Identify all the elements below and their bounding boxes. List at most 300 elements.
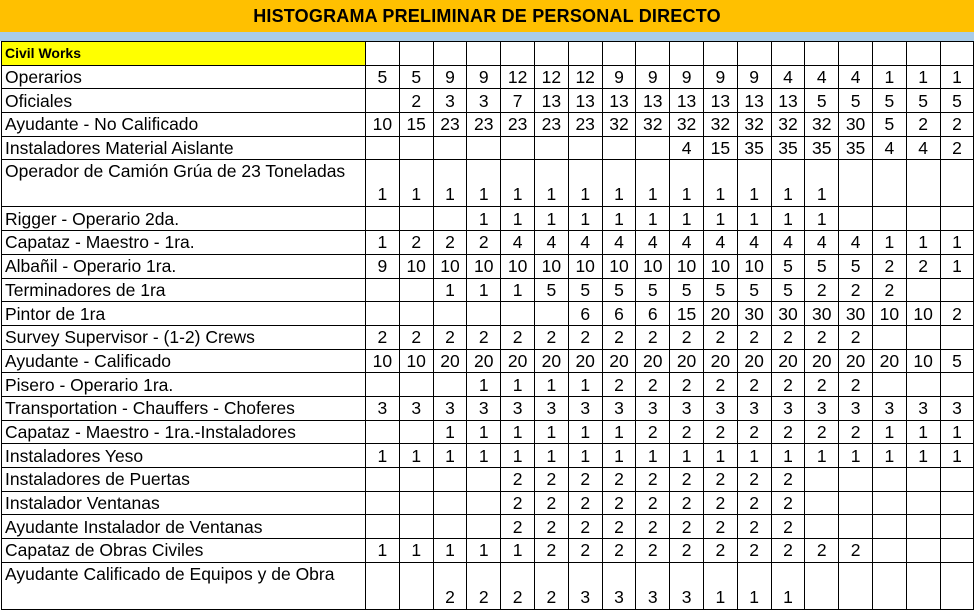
table-cell — [399, 42, 433, 66]
table-row — [2, 325, 974, 349]
table-cell: 2 — [501, 325, 535, 349]
table-cell — [872, 42, 906, 66]
table-cell: 1 — [467, 373, 501, 397]
table-cell: 2 — [467, 231, 501, 255]
table-row — [2, 396, 974, 420]
table-cell: 1 — [433, 278, 467, 302]
table-cell: 32 — [703, 113, 737, 137]
table-cell — [940, 373, 974, 397]
table-cell: 2 — [805, 278, 839, 302]
table-cell: 1 — [737, 160, 771, 207]
table-cell: 1 — [805, 160, 839, 207]
table-cell: 30 — [839, 113, 873, 137]
table-cell: 20 — [805, 349, 839, 373]
table-cell: 3 — [636, 562, 670, 609]
table-cell: 2 — [399, 231, 433, 255]
table-cell: 3 — [872, 396, 906, 420]
table-cell: 2 — [839, 278, 873, 302]
table-cell: 2 — [771, 373, 805, 397]
table-cell: 1 — [906, 420, 940, 444]
table-cell: 2 — [906, 254, 940, 278]
table-cell: 30 — [737, 302, 771, 326]
table-cell — [568, 136, 602, 160]
table-cell: 3 — [501, 396, 535, 420]
table-cell: 30 — [805, 302, 839, 326]
table-cell — [872, 325, 906, 349]
table-cell: 1 — [703, 444, 737, 468]
table-cell — [906, 515, 940, 539]
table-cell — [467, 136, 501, 160]
table-cell: 1 — [467, 420, 501, 444]
table-cell: 2 — [568, 468, 602, 492]
table-cell: 20 — [737, 349, 771, 373]
table-cell: 2 — [467, 562, 501, 609]
table-cell — [534, 42, 568, 66]
table-cell: 6 — [636, 302, 670, 326]
table-cell: 10 — [366, 349, 400, 373]
table-cell: 10 — [501, 254, 535, 278]
table-row — [2, 113, 974, 137]
table-cell: 9 — [433, 65, 467, 89]
table-cell: 1 — [568, 160, 602, 207]
table-cell — [872, 373, 906, 397]
table-cell: 35 — [805, 136, 839, 160]
table-cell: 3 — [602, 396, 636, 420]
table-cell: 2 — [433, 562, 467, 609]
table-row — [2, 515, 974, 539]
table-cell: 1 — [636, 444, 670, 468]
table-cell: 3 — [399, 396, 433, 420]
table-cell: 2 — [737, 468, 771, 492]
table-cell: 1 — [805, 207, 839, 231]
table-cell: 2 — [839, 420, 873, 444]
table-cell: 1 — [534, 444, 568, 468]
table-cell: 35 — [839, 136, 873, 160]
table-cell: 5 — [670, 278, 704, 302]
table-cell — [940, 539, 974, 563]
table-cell: 1 — [467, 444, 501, 468]
table-cell: 2 — [534, 515, 568, 539]
table-cell — [366, 491, 400, 515]
table-cell: 1 — [501, 207, 535, 231]
table-cell: 30 — [771, 302, 805, 326]
table-cell — [534, 136, 568, 160]
table-cell: 2 — [366, 325, 400, 349]
table-cell: 20 — [703, 302, 737, 326]
table-cell: 13 — [636, 89, 670, 113]
table-cell: 13 — [771, 89, 805, 113]
table-cell: 1 — [872, 420, 906, 444]
table-cell: 15 — [399, 113, 433, 137]
table-cell: 1 — [940, 231, 974, 255]
table-cell: 1 — [534, 373, 568, 397]
table-cell — [399, 278, 433, 302]
table-cell: 2 — [737, 420, 771, 444]
table-cell — [839, 42, 873, 66]
table-cell — [433, 207, 467, 231]
table-cell — [467, 302, 501, 326]
table-cell: 2 — [602, 373, 636, 397]
table-cell — [872, 515, 906, 539]
table-cell: 2 — [805, 539, 839, 563]
table-cell: 2 — [534, 491, 568, 515]
table-cell — [872, 207, 906, 231]
table-cell: 2 — [602, 468, 636, 492]
table-cell: 9 — [737, 65, 771, 89]
table-cell: 1 — [940, 65, 974, 89]
table-cell: 32 — [670, 113, 704, 137]
table-cell: 5 — [771, 254, 805, 278]
table-cell: 9 — [467, 65, 501, 89]
table-cell — [703, 42, 737, 66]
table-cell: 13 — [670, 89, 704, 113]
table-cell: 2 — [670, 491, 704, 515]
table-cell: 1 — [433, 539, 467, 563]
table-cell: 2 — [703, 491, 737, 515]
table-cell: 9 — [366, 254, 400, 278]
table-cell: 2 — [703, 373, 737, 397]
table-cell — [467, 515, 501, 539]
table-cell — [433, 42, 467, 66]
table-cell — [805, 491, 839, 515]
table-cell: 2 — [839, 325, 873, 349]
table-cell — [940, 515, 974, 539]
table-cell: 1 — [399, 160, 433, 207]
table-cell — [839, 515, 873, 539]
table-cell: 1 — [839, 444, 873, 468]
table-cell: 32 — [737, 113, 771, 137]
table-cell — [366, 207, 400, 231]
table-cell: 4 — [534, 231, 568, 255]
row-label: Capataz - Maestro - 1ra. — [2, 231, 366, 255]
table-cell: 2 — [568, 539, 602, 563]
table-cell: 4 — [501, 231, 535, 255]
table-cell: 5 — [839, 89, 873, 113]
row-label: Instalador Ventanas — [2, 491, 366, 515]
table-cell — [906, 42, 940, 66]
row-label: Survey Supervisor - (1-2) Crews — [2, 325, 366, 349]
table-cell: 1 — [366, 160, 400, 207]
table-row — [2, 349, 974, 373]
table-cell: 10 — [399, 254, 433, 278]
table-cell — [602, 136, 636, 160]
table-cell: 2 — [636, 491, 670, 515]
table-cell: 13 — [568, 89, 602, 113]
table-cell: 6 — [568, 302, 602, 326]
title-separator — [0, 32, 974, 41]
table-cell: 2 — [771, 539, 805, 563]
table-cell — [805, 562, 839, 609]
table-cell: 2 — [501, 468, 535, 492]
table-cell: 2 — [771, 515, 805, 539]
table-cell — [366, 468, 400, 492]
table-cell: 10 — [872, 302, 906, 326]
table-cell — [467, 468, 501, 492]
table-cell — [568, 42, 602, 66]
table-cell: 20 — [534, 349, 568, 373]
table-cell: 5 — [534, 278, 568, 302]
table-cell: 2 — [839, 539, 873, 563]
table-body — [2, 42, 974, 610]
page-title: HISTOGRAMA PRELIMINAR DE PERSONAL DIRECTO — [0, 0, 974, 32]
row-label: Ayudante Instalador de Ventanas — [2, 515, 366, 539]
row-label: Pisero - Operario 1ra. — [2, 373, 366, 397]
table-cell — [366, 420, 400, 444]
table-cell — [534, 302, 568, 326]
table-cell: 20 — [872, 349, 906, 373]
table-cell: 2 — [805, 373, 839, 397]
table-cell: 3 — [433, 89, 467, 113]
table-cell: 2 — [433, 325, 467, 349]
table-cell: 1 — [366, 231, 400, 255]
table-cell — [636, 42, 670, 66]
table-cell: 2 — [940, 113, 974, 137]
table-row — [2, 136, 974, 160]
table-cell: 1 — [940, 420, 974, 444]
table-cell: 1 — [433, 444, 467, 468]
table-cell: 2 — [568, 491, 602, 515]
table-cell: 2 — [399, 325, 433, 349]
table-cell: 5 — [703, 278, 737, 302]
table-cell: 1 — [940, 254, 974, 278]
table-cell: 1 — [433, 420, 467, 444]
table-cell: 5 — [602, 278, 636, 302]
table-cell: 35 — [737, 136, 771, 160]
table-cell — [872, 468, 906, 492]
table-cell: 2 — [568, 325, 602, 349]
row-label: Terminadores de 1ra — [2, 278, 366, 302]
table-cell: 4 — [602, 231, 636, 255]
table-cell: 2 — [771, 468, 805, 492]
table-cell: 32 — [771, 113, 805, 137]
table-cell: 2 — [737, 539, 771, 563]
table-cell: 1 — [501, 278, 535, 302]
table-cell — [399, 562, 433, 609]
table-cell: 5 — [771, 278, 805, 302]
table-cell: 13 — [737, 89, 771, 113]
table-cell: 2 — [670, 515, 704, 539]
table-cell: 2 — [703, 468, 737, 492]
table-cell: 2 — [737, 491, 771, 515]
table-cell — [737, 42, 771, 66]
table-cell: 13 — [703, 89, 737, 113]
table-cell — [366, 136, 400, 160]
table-cell: 1 — [703, 160, 737, 207]
table-cell: 1 — [534, 160, 568, 207]
table-row — [2, 89, 974, 113]
table-cell: 4 — [771, 65, 805, 89]
row-label: Capataz - Maestro - 1ra.-Instaladores — [2, 420, 366, 444]
table-cell: 2 — [534, 468, 568, 492]
row-label: Transportation - Chauffers - Choferes — [2, 396, 366, 420]
table-cell — [906, 562, 940, 609]
table-cell: 1 — [501, 420, 535, 444]
table-cell: 23 — [433, 113, 467, 137]
table-cell — [906, 160, 940, 207]
table-cell: 1 — [602, 444, 636, 468]
table-cell: 3 — [568, 396, 602, 420]
table-cell: 3 — [737, 396, 771, 420]
table-cell: 2 — [940, 136, 974, 160]
table-row — [2, 160, 974, 207]
table-cell — [366, 302, 400, 326]
table-cell — [872, 539, 906, 563]
table-cell: 10 — [906, 349, 940, 373]
table-cell: 3 — [636, 396, 670, 420]
table-cell: 10 — [568, 254, 602, 278]
table-row — [2, 207, 974, 231]
table-cell: 2 — [467, 325, 501, 349]
row-label: Operador de Camión Grúa de 23 Toneladas — [2, 160, 366, 207]
table-cell: 20 — [467, 349, 501, 373]
table-cell — [906, 207, 940, 231]
table-cell: 10 — [366, 113, 400, 137]
table-cell — [399, 302, 433, 326]
table-cell: 10 — [906, 302, 940, 326]
row-label: Capataz de Obras Civiles — [2, 539, 366, 563]
table-cell — [940, 491, 974, 515]
table-cell: 2 — [670, 420, 704, 444]
table-cell: 1 — [568, 444, 602, 468]
table-cell — [433, 373, 467, 397]
table-cell: 1 — [568, 207, 602, 231]
table-cell: 2 — [703, 420, 737, 444]
table-cell: 32 — [805, 113, 839, 137]
section-label: Civil Works — [2, 42, 366, 66]
table-cell — [399, 207, 433, 231]
table-cell: 6 — [602, 302, 636, 326]
table-cell: 3 — [467, 89, 501, 113]
table-cell — [467, 491, 501, 515]
table-cell: 5 — [906, 89, 940, 113]
table-cell: 3 — [467, 396, 501, 420]
table-cell — [771, 42, 805, 66]
table-cell: 10 — [737, 254, 771, 278]
table-cell: 20 — [771, 349, 805, 373]
table-cell: 2 — [737, 515, 771, 539]
table-cell: 2 — [703, 325, 737, 349]
table-cell: 1 — [399, 539, 433, 563]
table-cell: 1 — [602, 420, 636, 444]
table-cell: 15 — [670, 302, 704, 326]
table-cell — [433, 491, 467, 515]
table-cell — [433, 468, 467, 492]
table-cell: 2 — [636, 468, 670, 492]
table-cell: 3 — [805, 396, 839, 420]
table-cell — [399, 515, 433, 539]
table-cell: 3 — [366, 396, 400, 420]
table-cell: 4 — [805, 231, 839, 255]
row-label: Instaladores de Puertas — [2, 468, 366, 492]
personnel-histogram-table — [1, 41, 974, 610]
table-cell — [906, 325, 940, 349]
table-cell: 20 — [568, 349, 602, 373]
row-label: Ayudante Calificado de Equipos y de Obra — [2, 562, 366, 609]
table-cell — [602, 42, 636, 66]
table-cell: 4 — [839, 65, 873, 89]
table-cell: 1 — [805, 444, 839, 468]
table-cell — [940, 562, 974, 609]
table-cell: 1 — [906, 231, 940, 255]
table-cell: 1 — [366, 444, 400, 468]
table-cell: 5 — [399, 65, 433, 89]
table-cell: 1 — [940, 444, 974, 468]
table-cell — [636, 136, 670, 160]
row-label: Albañil - Operario 1ra. — [2, 254, 366, 278]
table-cell — [906, 539, 940, 563]
table-cell — [433, 136, 467, 160]
table-cell: 23 — [568, 113, 602, 137]
table-cell: 1 — [467, 278, 501, 302]
table-cell — [906, 491, 940, 515]
table-cell — [433, 302, 467, 326]
table-cell: 1 — [670, 160, 704, 207]
table-cell: 20 — [433, 349, 467, 373]
table-row — [2, 254, 974, 278]
table-cell — [670, 42, 704, 66]
table-cell: 2 — [501, 562, 535, 609]
table-cell: 5 — [872, 89, 906, 113]
table-row — [2, 491, 974, 515]
table-cell: 3 — [906, 396, 940, 420]
table-cell: 4 — [703, 231, 737, 255]
table-cell: 3 — [771, 396, 805, 420]
table-cell — [366, 278, 400, 302]
table-cell: 5 — [940, 349, 974, 373]
table-cell: 10 — [433, 254, 467, 278]
table-cell: 10 — [703, 254, 737, 278]
table-cell: 3 — [534, 396, 568, 420]
table-cell: 2 — [602, 539, 636, 563]
table-cell: 2 — [703, 515, 737, 539]
table-cell: 2 — [433, 231, 467, 255]
table-cell: 1 — [737, 207, 771, 231]
table-cell: 20 — [636, 349, 670, 373]
table-cell: 10 — [670, 254, 704, 278]
table-cell: 1 — [433, 160, 467, 207]
table-cell — [366, 89, 400, 113]
table-cell: 1 — [737, 562, 771, 609]
table-cell — [366, 515, 400, 539]
table-cell — [399, 420, 433, 444]
table-cell: 1 — [568, 373, 602, 397]
table-cell: 2 — [501, 491, 535, 515]
table-cell: 20 — [602, 349, 636, 373]
table-cell: 5 — [940, 89, 974, 113]
table-cell — [940, 42, 974, 66]
table-cell: 2 — [602, 515, 636, 539]
table-cell — [940, 468, 974, 492]
table-cell: 2 — [771, 325, 805, 349]
table-cell: 3 — [602, 562, 636, 609]
table-cell: 1 — [670, 444, 704, 468]
table-cell: 20 — [839, 349, 873, 373]
table-cell: 1 — [737, 444, 771, 468]
table-row — [2, 444, 974, 468]
table-row — [2, 302, 974, 326]
table-cell: 30 — [839, 302, 873, 326]
table-cell: 2 — [568, 515, 602, 539]
table-cell — [839, 160, 873, 207]
table-cell: 1 — [467, 207, 501, 231]
table-cell: 1 — [906, 444, 940, 468]
table-cell — [433, 515, 467, 539]
table-cell — [839, 468, 873, 492]
table-cell: 2 — [839, 373, 873, 397]
table-cell: 23 — [467, 113, 501, 137]
table-cell: 5 — [805, 254, 839, 278]
table-cell: 1 — [501, 160, 535, 207]
